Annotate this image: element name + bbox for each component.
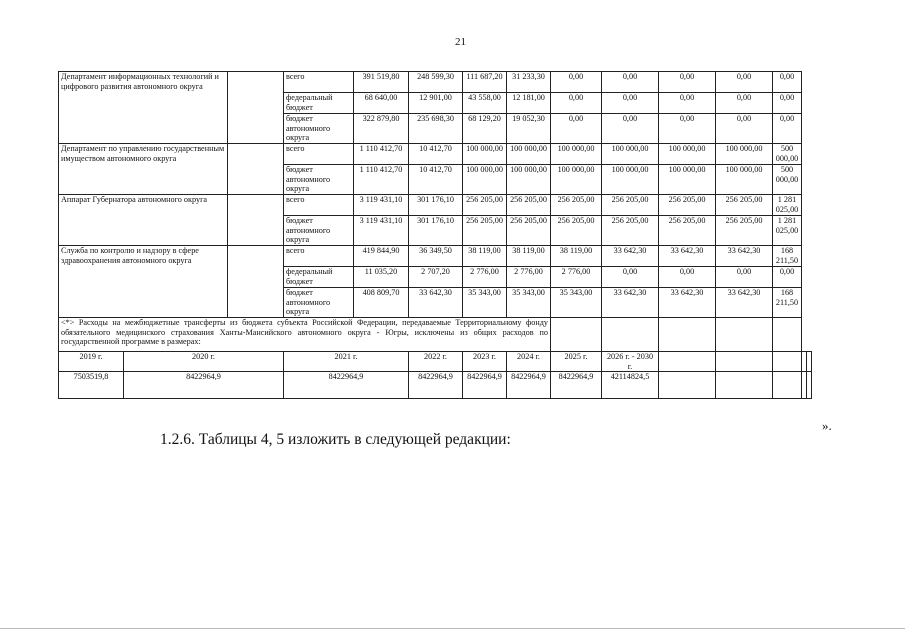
funding-source-cell: федеральный бюджет bbox=[284, 93, 354, 114]
amendment-paragraph: 1.2.6. Таблицы 4, 5 изложить в следующей редакции: bbox=[160, 431, 511, 448]
closing-quote: ». bbox=[822, 418, 832, 433]
amount-cell: 256 205,00 bbox=[507, 195, 551, 216]
amount-cell: 33 642,30 bbox=[659, 288, 716, 318]
empty-cell bbox=[773, 318, 802, 352]
amount-cell: 35 343,00 bbox=[551, 288, 602, 318]
amount-cell: 100 000,00 bbox=[507, 165, 551, 195]
amount-cell: 38 119,00 bbox=[551, 246, 602, 267]
amount-cell: 33 642,30 bbox=[716, 288, 773, 318]
amount-cell: 111 687,20 bbox=[463, 72, 507, 93]
year-value-cell: 8422964,9 bbox=[507, 372, 551, 399]
amount-cell: 256 205,00 bbox=[551, 216, 602, 246]
amount-cell: 38 119,00 bbox=[463, 246, 507, 267]
amount-cell: 0,00 bbox=[773, 93, 802, 114]
amount-cell: 100 000,00 bbox=[507, 144, 551, 165]
amount-cell: 500 000,00 bbox=[773, 144, 802, 165]
amount-cell: 256 205,00 bbox=[551, 195, 602, 216]
amount-cell: 0,00 bbox=[659, 72, 716, 93]
year-header-cell: 2020 г. bbox=[124, 352, 284, 372]
amount-cell: 100 000,00 bbox=[463, 165, 507, 195]
years-values-row bbox=[59, 372, 812, 399]
amount-cell: 10 412,70 bbox=[409, 165, 463, 195]
amount-cell: 2 776,00 bbox=[463, 267, 507, 288]
year-header-cell: 2019 г. bbox=[59, 352, 124, 372]
page-number: 21 bbox=[455, 36, 466, 48]
amount-cell: 0,00 bbox=[602, 93, 659, 114]
amount-cell: 301 176,10 bbox=[409, 216, 463, 246]
amount-cell: 0,00 bbox=[551, 72, 602, 93]
budget-table bbox=[58, 71, 812, 399]
year-header-cell: 2021 г. bbox=[284, 352, 409, 372]
amount-cell: 100 000,00 bbox=[716, 165, 773, 195]
amount-cell: 33 642,30 bbox=[602, 246, 659, 267]
amount-cell: 256 205,00 bbox=[602, 216, 659, 246]
amount-cell: 0,00 bbox=[659, 114, 716, 144]
amount-cell: 100 000,00 bbox=[551, 165, 602, 195]
table-row bbox=[59, 195, 812, 216]
amount-cell: 35 343,00 bbox=[463, 288, 507, 318]
amount-cell: 100 000,00 bbox=[551, 144, 602, 165]
year-value-cell: 42114824,5 bbox=[602, 372, 659, 399]
amount-cell: 0,00 bbox=[602, 267, 659, 288]
table-row bbox=[59, 72, 812, 93]
amount-cell: 31 233,30 bbox=[507, 72, 551, 93]
funding-source-cell: бюджет автономного округа bbox=[284, 216, 354, 246]
empty-cell bbox=[551, 318, 602, 352]
years-header-row bbox=[59, 352, 812, 372]
amount-cell: 256 205,00 bbox=[463, 216, 507, 246]
year-value-cell: 8422964,9 bbox=[463, 372, 507, 399]
amount-cell: 1 281 025,00 bbox=[773, 216, 802, 246]
empty-cell bbox=[773, 372, 802, 399]
amount-cell: 3 119 431,10 bbox=[354, 195, 409, 216]
year-value-cell: 8422964,9 bbox=[284, 372, 409, 399]
amount-cell: 0,00 bbox=[659, 93, 716, 114]
amount-cell: 38 119,00 bbox=[507, 246, 551, 267]
amount-cell: 1 110 412,70 bbox=[354, 165, 409, 195]
amount-cell: 2 707,20 bbox=[409, 267, 463, 288]
empty-cell bbox=[228, 246, 284, 318]
funding-source-cell: всего bbox=[284, 144, 354, 165]
amount-cell: 2 776,00 bbox=[551, 267, 602, 288]
funding-source-cell: бюджет автономного округа bbox=[284, 288, 354, 318]
amount-cell: 0,00 bbox=[716, 93, 773, 114]
amount-cell: 100 000,00 bbox=[463, 144, 507, 165]
amount-cell: 0,00 bbox=[773, 72, 802, 93]
amount-cell: 1 281 025,00 bbox=[773, 195, 802, 216]
year-header-cell: 2026 г. - 2030 г. bbox=[602, 352, 659, 372]
amount-cell: 256 205,00 bbox=[507, 216, 551, 246]
amount-cell: 19 052,30 bbox=[507, 114, 551, 144]
amount-cell: 33 642,30 bbox=[659, 246, 716, 267]
empty-cell bbox=[602, 318, 659, 352]
amount-cell: 500 000,00 bbox=[773, 165, 802, 195]
empty-cell bbox=[659, 352, 716, 372]
funding-source-cell: всего bbox=[284, 246, 354, 267]
amount-cell: 3 119 431,10 bbox=[354, 216, 409, 246]
scan-edge-line bbox=[0, 628, 905, 629]
amount-cell: 408 809,70 bbox=[354, 288, 409, 318]
year-header-cell: 2025 г. bbox=[551, 352, 602, 372]
amount-cell: 322 879,80 bbox=[354, 114, 409, 144]
table-row bbox=[59, 144, 812, 165]
amount-cell: 0,00 bbox=[716, 114, 773, 144]
amount-cell: 256 205,00 bbox=[659, 195, 716, 216]
amount-cell: 12 181,00 bbox=[507, 93, 551, 114]
amount-cell: 256 205,00 bbox=[463, 195, 507, 216]
year-value-cell: 7503519,8 bbox=[59, 372, 124, 399]
amount-cell: 68 129,20 bbox=[463, 114, 507, 144]
note-cell: <*> Расходы на межбюджетные трансферты из бюджета субъекта Российской Федерации, передаваемые Территориальному фонду обязательного медицинского страхования Ханты-Мансийского автономного округа - Югры, исключены из общих расходов по государственной программе в размерах: bbox=[59, 318, 551, 352]
department-cell: Департамент по управлению государственным имуществом автономного округа bbox=[59, 144, 228, 195]
year-header-cell: 2022 г. bbox=[409, 352, 463, 372]
funding-source-cell: бюджет автономного округа bbox=[284, 114, 354, 144]
amount-cell: 235 698,30 bbox=[409, 114, 463, 144]
amount-cell: 10 412,70 bbox=[409, 144, 463, 165]
amount-cell: 0,00 bbox=[602, 114, 659, 144]
amount-cell: 1 110 412,70 bbox=[354, 144, 409, 165]
amount-cell: 100 000,00 bbox=[602, 144, 659, 165]
amount-cell: 12 901,00 bbox=[409, 93, 463, 114]
table-body bbox=[59, 72, 812, 399]
empty-cell bbox=[659, 372, 716, 399]
amount-cell: 2 776,00 bbox=[507, 267, 551, 288]
amount-cell: 256 205,00 bbox=[602, 195, 659, 216]
amount-cell: 100 000,00 bbox=[659, 144, 716, 165]
empty-cell bbox=[228, 144, 284, 195]
amount-cell: 33 642,30 bbox=[409, 288, 463, 318]
empty-cell bbox=[807, 372, 812, 399]
amount-cell: 0,00 bbox=[551, 93, 602, 114]
empty-cell bbox=[659, 318, 716, 352]
amount-cell: 36 349,50 bbox=[409, 246, 463, 267]
amount-cell: 0,00 bbox=[551, 114, 602, 144]
amount-cell: 168 211,50 bbox=[773, 288, 802, 318]
empty-cell bbox=[716, 318, 773, 352]
amount-cell: 0,00 bbox=[716, 72, 773, 93]
funding-source-cell: федеральный бюджет bbox=[284, 267, 354, 288]
empty-cell bbox=[773, 352, 802, 372]
amount-cell: 168 211,50 bbox=[773, 246, 802, 267]
empty-cell bbox=[228, 72, 284, 144]
amount-cell: 100 000,00 bbox=[659, 165, 716, 195]
funding-source-cell: всего bbox=[284, 195, 354, 216]
amount-cell: 301 176,10 bbox=[409, 195, 463, 216]
amount-cell: 248 599,30 bbox=[409, 72, 463, 93]
amount-cell: 11 035,20 bbox=[354, 267, 409, 288]
table-row bbox=[59, 246, 812, 267]
amount-cell: 43 558,00 bbox=[463, 93, 507, 114]
department-cell: Служба по контролю и надзору в сфере здравоохранения автономного округа bbox=[59, 246, 228, 318]
department-cell: Департамент информационных технологий и цифрового развития автономного округа bbox=[59, 72, 228, 144]
amount-cell: 0,00 bbox=[659, 267, 716, 288]
amount-cell: 0,00 bbox=[716, 267, 773, 288]
amount-cell: 256 205,00 bbox=[716, 216, 773, 246]
amount-cell: 100 000,00 bbox=[602, 165, 659, 195]
amount-cell: 0,00 bbox=[602, 72, 659, 93]
empty-cell bbox=[807, 352, 812, 372]
department-cell: Аппарат Губернатора автономного округа bbox=[59, 195, 228, 246]
amount-cell: 0,00 bbox=[773, 267, 802, 288]
amount-cell: 256 205,00 bbox=[716, 195, 773, 216]
amount-cell: 33 642,30 bbox=[602, 288, 659, 318]
funding-source-cell: всего bbox=[284, 72, 354, 93]
amount-cell: 391 519,80 bbox=[354, 72, 409, 93]
amount-cell: 68 640,00 bbox=[354, 93, 409, 114]
amount-cell: 100 000,00 bbox=[716, 144, 773, 165]
year-header-cell: 2024 г. bbox=[507, 352, 551, 372]
amount-cell: 35 343,00 bbox=[507, 288, 551, 318]
amount-cell: 0,00 bbox=[773, 114, 802, 144]
empty-cell bbox=[716, 372, 773, 399]
amount-cell: 419 844,90 bbox=[354, 246, 409, 267]
amount-cell: 33 642,30 bbox=[716, 246, 773, 267]
funding-source-cell: бюджет автономного округа bbox=[284, 165, 354, 195]
empty-cell bbox=[228, 195, 284, 246]
year-value-cell: 8422964,9 bbox=[409, 372, 463, 399]
year-value-cell: 8422964,9 bbox=[124, 372, 284, 399]
empty-cell bbox=[716, 352, 773, 372]
year-header-cell: 2023 г. bbox=[463, 352, 507, 372]
year-value-cell: 8422964,9 bbox=[551, 372, 602, 399]
note-row bbox=[59, 318, 812, 352]
amount-cell: 256 205,00 bbox=[659, 216, 716, 246]
